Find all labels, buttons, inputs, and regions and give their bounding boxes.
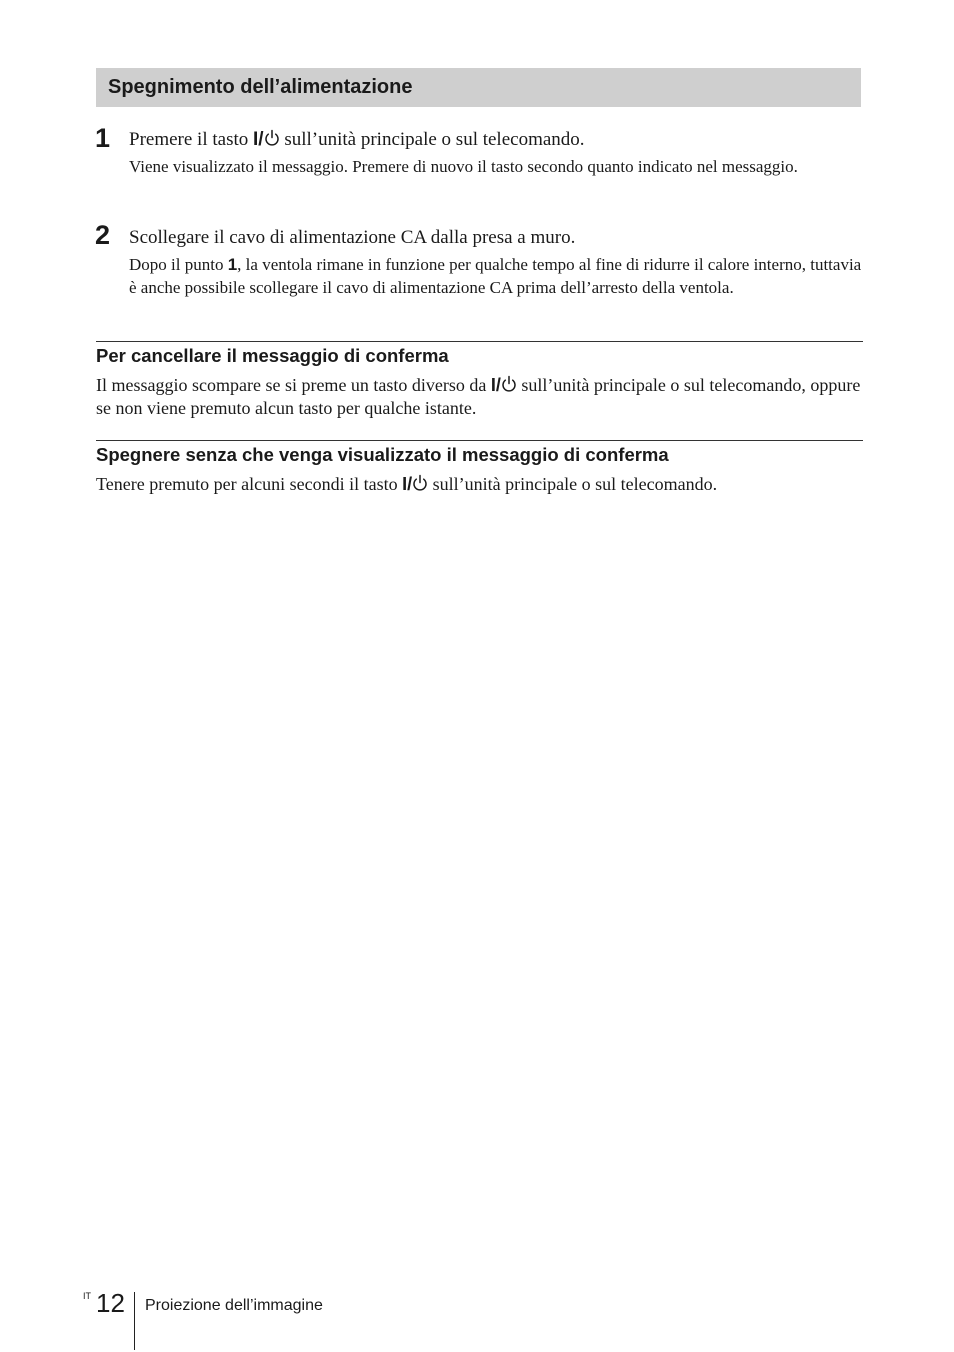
power-icon — [412, 474, 428, 492]
subsection-1-heading: Per cancellare il messaggio di conferma — [96, 345, 449, 366]
subsection-2-heading: Spegnere senza che venga visualizzato il messaggio di conferma — [96, 444, 669, 465]
step-2-number: 2 — [95, 220, 111, 250]
page-number: 12 — [96, 1288, 125, 1318]
power-icon — [264, 129, 280, 147]
step-1-instruction: Premere il tasto I/ sull’unità principale o sul telecomando. — [129, 129, 585, 150]
step-2-instruction: Scollegare il cavo di alimentazione CA dalla presa a muro. — [129, 227, 576, 248]
power-key: I/ — [253, 129, 280, 150]
subsection-2-text: Tenere premuto per alcuni secondi il tasto I/ sull’unità principale o sul telecomando. — [96, 474, 718, 494]
section-heading-band — [96, 68, 861, 107]
step-1-number: 1 — [95, 123, 111, 153]
power-key: I/ — [402, 474, 428, 494]
power-key: I/ — [491, 375, 517, 395]
footer-language-code: IT — [83, 1291, 91, 1301]
subsection-2-divider — [96, 440, 863, 441]
power-icon — [501, 375, 517, 393]
subsection-1-divider — [96, 341, 863, 342]
subsection-1-text: Il messaggio scompare se si preme un tasto diverso da I/ sull’unità principale o sul telecomando, oppure se non viene premuto alcun tasto per qualche istante. — [96, 375, 861, 418]
footer-divider — [134, 1292, 135, 1350]
chapter-title: Proiezione dell’immagine — [145, 1297, 323, 1314]
step-reference: 1 — [227, 255, 238, 274]
step-1-detail: Viene visualizzato il messaggio. Premere di nuovo il tasto secondo quanto indicato nel messaggio. — [129, 157, 798, 176]
step-2-detail: Dopo il punto 1, la ventola rimane in funzione per qualche tempo al fine di ridurre il calore interno, tuttavia è anche possibile scollegare il cavo di alimentazione CA prima dell’arresto della ventola. — [129, 255, 862, 297]
section-title: Spegnimento dell’alimentazione — [108, 76, 413, 98]
